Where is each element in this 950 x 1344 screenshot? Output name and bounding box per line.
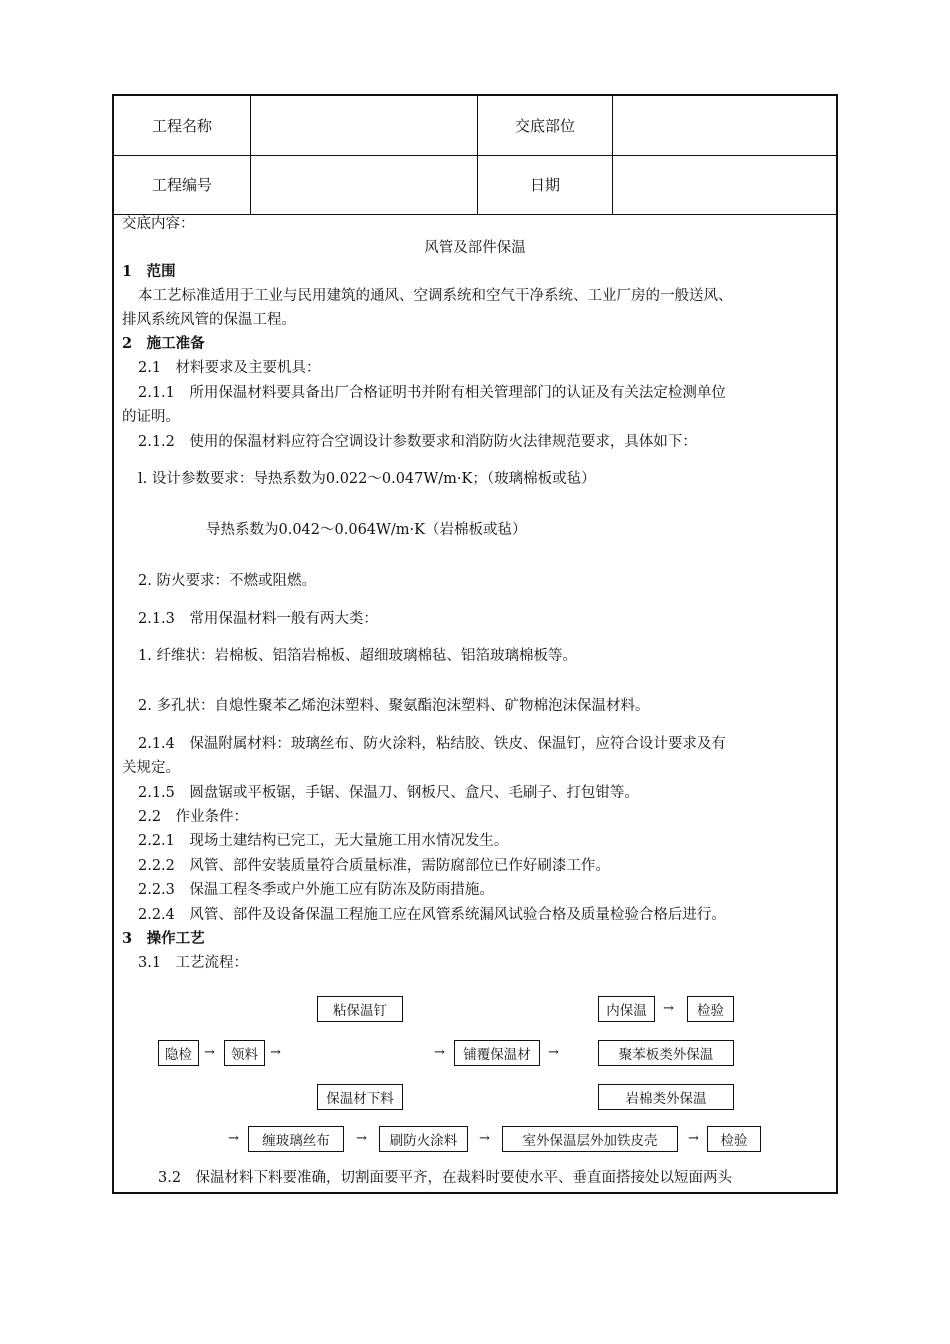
flow-box-lay: 铺覆保温材	[454, 1040, 540, 1066]
flow-box-polystyrene: 聚苯板类外保温	[598, 1040, 734, 1066]
divider	[250, 96, 251, 214]
flow-box-wrap: 缠玻璃丝布	[248, 1126, 344, 1152]
project-name-label: 工程名称	[151, 117, 212, 135]
material-1: 1. 纤维状：岩棉板、铝箔岩棉板、超细玻璃棉毡、铝箔玻璃棉板等。	[138, 648, 577, 664]
arrow-icon: →	[356, 1131, 367, 1146]
flow-box-collect: 领料	[224, 1040, 265, 1066]
flow-box-inner: 内保温	[598, 996, 655, 1022]
requirement-1b: 导热系数为0.042～0.064W/m·K（岩棉板或毡）	[206, 522, 527, 538]
clause-2-2-1: 2.2.1 现场土建结构已完工，无大量施工用水情况发生。	[138, 833, 509, 849]
date-label: 日期	[529, 176, 560, 194]
clause-2-1-1: 的证明。	[122, 409, 180, 425]
material-2: 2. 多孔状：自熄性聚苯乙烯泡沫塑料、聚氨酯泡沫塑料、矿物棉泡沫保温材料。	[138, 698, 650, 714]
clause-2-2: 2.2 作业条件：	[138, 809, 249, 825]
clause-2-1-5: 2.1.5 圆盘锯或平板锯，手锯、保温刀、钢板尺、盒尺、毛刷子、打包钳等。	[138, 785, 639, 801]
arrow-icon: →	[548, 1045, 559, 1060]
intro-label: 交底内容：	[122, 216, 195, 232]
arrow-icon: →	[688, 1131, 699, 1146]
clause-2-1-4: 关规定。	[122, 760, 180, 776]
section-1-heading: 1 范围	[122, 263, 176, 280]
arrow-icon: →	[663, 1001, 674, 1016]
position-label: 交底部位	[514, 117, 575, 135]
clause-2-2-3: 2.2.3 保温工程冬季或户外施工应有防冻及防雨措施。	[138, 882, 494, 898]
document-title: 风管及部件保温	[424, 240, 526, 256]
clause-2-2-4: 2.2.4 风管、部件及设备保温工程施工应在风管系统漏风试验合格及质量检验合格后进行。	[138, 907, 726, 923]
divider	[477, 96, 478, 214]
section-1-text: 本工艺标准适用于工业与民用建筑的通风、空调系统和空气干净系统、工业厂房的一般送风、	[138, 288, 733, 304]
requirement-1: l. 设计参数要求：导热系数为0.022～0.047W/m·K；（玻璃棉板或毡）	[138, 471, 596, 487]
flow-box-rockwool: 岩棉类外保温	[598, 1084, 734, 1110]
requirement-2: 2. 防火要求：不燃或阻燃。	[138, 573, 316, 589]
project-no-label: 工程编号	[151, 176, 212, 194]
date-field[interactable]	[613, 155, 838, 214]
flow-box-paint: 刷防火涂料	[379, 1126, 468, 1152]
section-3-heading: 3 操作工艺	[122, 930, 205, 947]
header-row-1	[114, 96, 836, 156]
disclosure-sheet	[112, 94, 838, 1194]
flow-box-shell: 室外保温层外加铁皮壳	[502, 1126, 678, 1152]
clause-2-1: 2.1 材料要求及主要机具：	[138, 360, 321, 376]
section-2-heading: 2 施工准备	[122, 335, 205, 352]
clause-2-2-2: 2.2.2 风管、部件安装质量符合质量标准，需防腐部位已作好刷漆工作。	[138, 858, 610, 874]
flow-box-hidden: 隐检	[158, 1040, 199, 1066]
clause-3-2: 3.2 保温材料下料要准确，切割面要平齐，在裁料时要使水平、垂直面搭接处以短面两头	[158, 1170, 733, 1186]
arrow-icon: →	[270, 1045, 281, 1060]
content-area	[114, 214, 836, 1192]
project-no-field[interactable]	[251, 155, 477, 214]
position-field[interactable]	[613, 96, 838, 155]
clause-3-1: 3.1 工艺流程：	[138, 955, 249, 971]
project-name-field[interactable]	[251, 96, 477, 155]
arrow-icon: →	[479, 1131, 490, 1146]
flow-box-check: 检验	[687, 996, 734, 1022]
header-row-2	[114, 155, 836, 215]
flow-box-pin: 粘保温钉	[317, 996, 403, 1022]
arrow-icon: →	[434, 1045, 445, 1060]
section-1-text: 排风系统风管的保温工程。	[122, 312, 296, 328]
clause-2-1-1: 2.1.1 所用保温材料要具备出厂合格证明书并附有相关管理部门的认证及有关法定检测单位	[138, 385, 726, 401]
divider	[612, 96, 613, 214]
clause-2-1-4: 2.1.4 保温附属材料：玻璃丝布、防火涂料，粘结胶、铁皮、保温钉，应符合设计要求及有	[138, 736, 726, 752]
clause-2-1-2: 2.1.2 使用的保温材料应符合空调设计参数要求和消防防火法律规范要求，具体如下：	[138, 434, 697, 450]
arrow-icon: →	[204, 1045, 215, 1060]
flow-box-check-final: 检验	[707, 1126, 761, 1152]
clause-2-1-3: 2.1.3 常用保温材料一般有两大类：	[138, 611, 378, 627]
flow-box-cut: 保温材下料	[317, 1084, 403, 1110]
arrow-icon: →	[228, 1131, 239, 1146]
